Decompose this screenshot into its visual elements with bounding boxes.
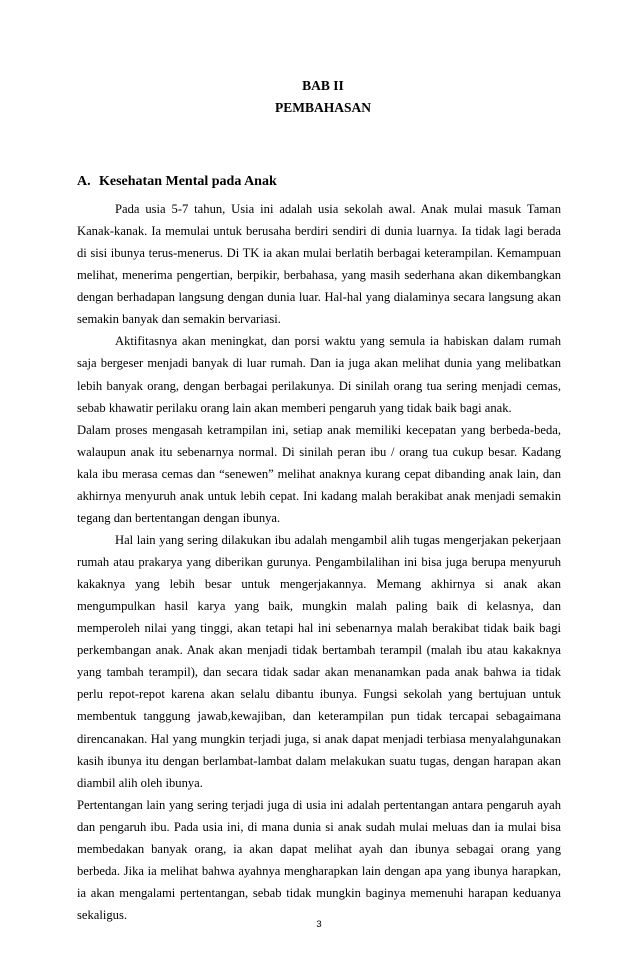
chapter-label: BAB II (302, 78, 344, 93)
page-number: 3 (316, 919, 322, 930)
body-text (77, 198, 561, 926)
paragraph: Dalam proses mengasah ketrampilan ini, setiap anak memiliki kecepatan yang berbeda-beda, walaupun anak itu sebenarnya normal. Di sinilah peran ibu / orang tua cukup besar. Kadang kala ibu merasa cemas dan “senewen” melihat anaknya kurang cepat dibanding anak lain, dan akhirnya menyuruh anak untuk lebih cepat. Ini kadang malah berakibat anak menjadi semakin tegang dan bertentangan dengan ibunya. (77, 422, 561, 525)
paragraph: Hal lain yang sering dilakukan ibu adalah mengambil alih tugas mengerjakan pekerjaan rumah atau prakarya yang diberikan gurunya. Pengambilalihan ini bisa juga berupa menyuruh kakaknya yang lebih besar untuk mengerjakannya. Memang akhirnya si anak akan mengumpulkan hasil karya yang baik, mungkin malah paling baik di kelasnya, dan memperoleh nilai yang tinggi, akan tetapi hal ini sebenarnya malah berakibat tidak baik bagi perkembangan anak. Anak akan menjadi tidak bertambah terampil (malah ibu atau kakaknya yang tambah terampil), dan secara tidak sadar akan menanamkan pada anak bahwa ia tidak perlu repot-repot karena akan selalu dibantu ibunya. Fungsi sekolah yang bertujuan untuk membentuk tanggung jawab,kewajiban, dan keterampilan pun tidak tercapai sebagaimana direncanakan. Hal yang mungkin terjadi juga, si anak dapat menjadi terbiasa menyalahgunakan kasih ibunya itu dengan berlambat-lambat dalam melakukan suatu tugas, dengan harapan akan diambil alih oleh ibunya. (77, 532, 561, 790)
section-heading (77, 174, 277, 190)
section-title: Kesehatan Mental pada Anak (99, 174, 277, 189)
paragraph: Pertentangan lain yang sering terjadi juga di usia ini adalah pertentangan antara pengaruh ayah dan pengaruh ibu. Pada usia ini, di mana dunia si anak sudah mulai meluas dan ia mulai bisa membedakan banyak orang, ia akan dapat melihat ayah dan ibunya sebagai orang yang berbeda. Jika ia melihat bahwa ayahnya mengharapkan lain dengan apa yang ibunya harapkan, ia akan mengalami pertentangan, sebab tidak mungkin baginya memenuhi harapan keduanya sekaligus. (77, 797, 561, 922)
paragraph: Aktifitasnya akan meningkat, dan porsi waktu yang semula ia habiskan dalam rumah saja bergeser menjadi banyak di luar rumah. Dan ia juga akan melihat dunia yang melibatkan lebih banyak orang, dengan berbagai perilakunya. Di sinilah orang tua sering menjadi cemas, sebab khawatir perilaku orang lain akan memberi pengaruh yang tidak baik bagi anak. (77, 334, 561, 415)
chapter-title: PEMBAHASAN (274, 100, 371, 115)
paragraph: Pada usia 5-7 tahun, Usia ini adalah usia sekolah awal. Anak mulai masuk Taman Kanak-kanak. Ia memulai untuk berusaha berdiri sendiri di dunia luarnya. Ia tidak lagi berada di sisi ibunya terus-menerus. Di TK ia akan mulai berlatih berbagai keterampilan. Kemampuan melihat, menerima pengertian, berpikir, berbahasa, yang masih sederhana akan dikembangkan dengan berhadapan langsung dengan dunia luar. Hal-hal yang dialaminya secara langsung akan semakin banyak dan semakin bervariasi. (77, 202, 561, 327)
section-number: A. (77, 174, 91, 189)
